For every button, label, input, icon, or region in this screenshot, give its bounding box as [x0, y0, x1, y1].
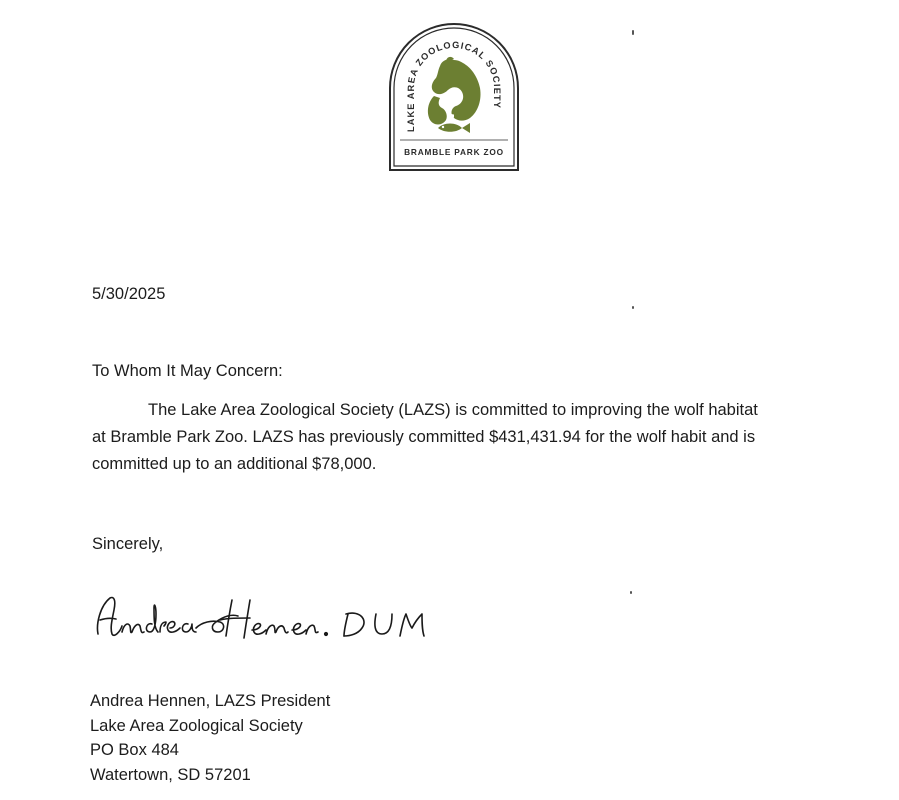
body-line: The Lake Area Zoological Society (LAZS) is committed to improving the wolf habitat	[148, 401, 758, 419]
letter-salutation: To Whom It May Concern:	[92, 362, 283, 380]
sender-block	[90, 689, 330, 787]
scan-speck	[630, 591, 632, 594]
sender-address-line2: Watertown, SD 57201	[90, 765, 251, 784]
handwritten-signature	[94, 588, 454, 648]
logo-arc-text: LAKE AREA ZOOLOGICAL SOCIETY	[405, 39, 503, 132]
scan-speck	[632, 30, 634, 35]
sender-name-title: Andrea Hennen, LAZS President	[90, 692, 331, 710]
logo-base-text: BRAMBLE PARK ZOO	[404, 147, 504, 157]
sender-address-line1: PO Box 484	[90, 741, 179, 759]
letter-body	[92, 397, 832, 478]
letter-date: 5/30/2025	[92, 285, 166, 303]
body-line: at Bramble Park Zoo. LAZS has previously committed $431,431.94 for the wolf habit and is	[92, 428, 756, 446]
bear-heron-fish-icon	[428, 57, 481, 133]
sender-organization: Lake Area Zoological Society	[90, 716, 303, 735]
letter-closing: Sincerely,	[92, 535, 164, 553]
scan-speck	[632, 306, 634, 309]
zoo-society-logo	[388, 22, 520, 172]
body-line: committed up to an additional $78,000.	[92, 455, 377, 473]
